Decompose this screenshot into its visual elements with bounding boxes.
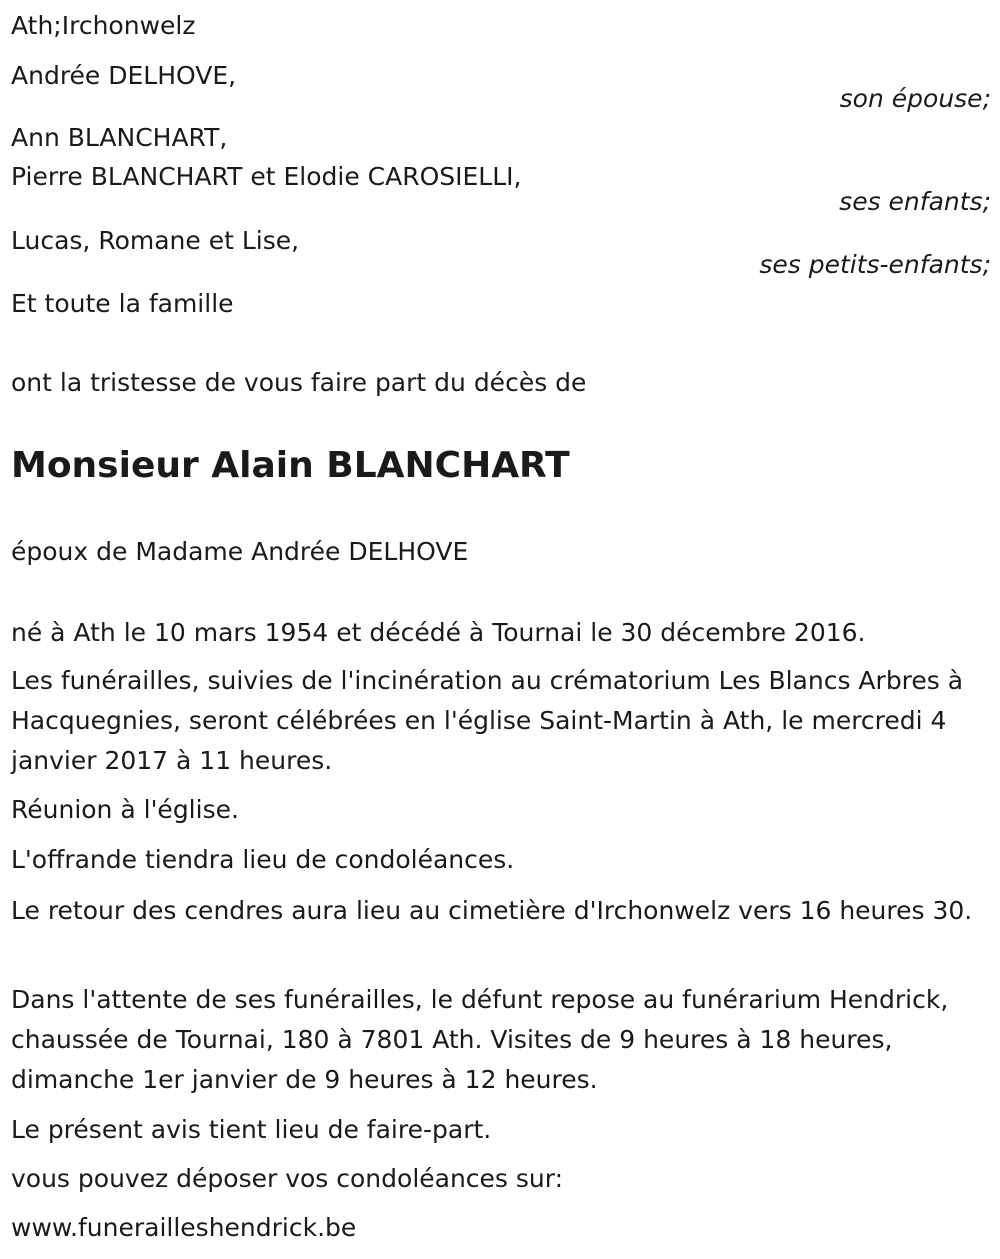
visits-note: Dans l'attente de ses funérailles, le défunt repose au funérarium Hendrick, chaussée de Tournai, 180 à 7801 Ath. Visites de 9 heures à 18 heures, dimanche 1er janvier de 9 heures à 12 heures. xyxy=(11,985,949,1094)
children-role: ses enfants; xyxy=(839,187,991,216)
announcement-intro: ont la tristesse de vous faire part du décès de xyxy=(11,368,587,397)
child-1: Ann BLANCHART, xyxy=(11,123,228,152)
deceased-name: Monsieur Alain BLANCHART xyxy=(11,445,570,486)
spouse-of: époux de Madame Andrée DELHOVE xyxy=(11,537,469,566)
notice-note: Le présent avis tient lieu de faire-part. xyxy=(11,1115,492,1144)
birth-death: né à Ath le 10 mars 1954 et décédé à Tournai le 30 décembre 2016. xyxy=(11,618,866,647)
grandchildren: Lucas, Romane et Lise, xyxy=(11,226,300,255)
condolences-prompt: vous pouvez déposer vos condoléances sur: xyxy=(11,1164,564,1193)
grandchildren-role: ses petits-enfants; xyxy=(759,250,991,279)
child-2: Pierre BLANCHART et Elodie CAROSIELLI, xyxy=(11,162,522,191)
ashes-note: Le retour des cendres aura lieu au cimetière d'Irchonwelz vers 16 heures 30. xyxy=(11,896,973,925)
spouse-role: son épouse; xyxy=(839,84,991,113)
funeral-details: Les funérailles, suivies de l'incinération au crématorium Les Blancs Arbres à Hacquegnies, seront célébrées en l'église Saint-Martin à Ath, le mercredi 4 janvier 2017 à 11 heures. xyxy=(11,666,964,775)
offering-note: L'offrande tiendra lieu de condoléances. xyxy=(11,845,515,874)
meeting-note: Réunion à l'église. xyxy=(11,795,239,824)
website-link[interactable]: www.funerailleshendrick.be xyxy=(11,1213,357,1242)
spouse-name: Andrée DELHOVE, xyxy=(11,61,237,90)
extended-family: Et toute la famille xyxy=(11,289,234,318)
location-header: Ath;Irchonwelz xyxy=(11,11,196,40)
